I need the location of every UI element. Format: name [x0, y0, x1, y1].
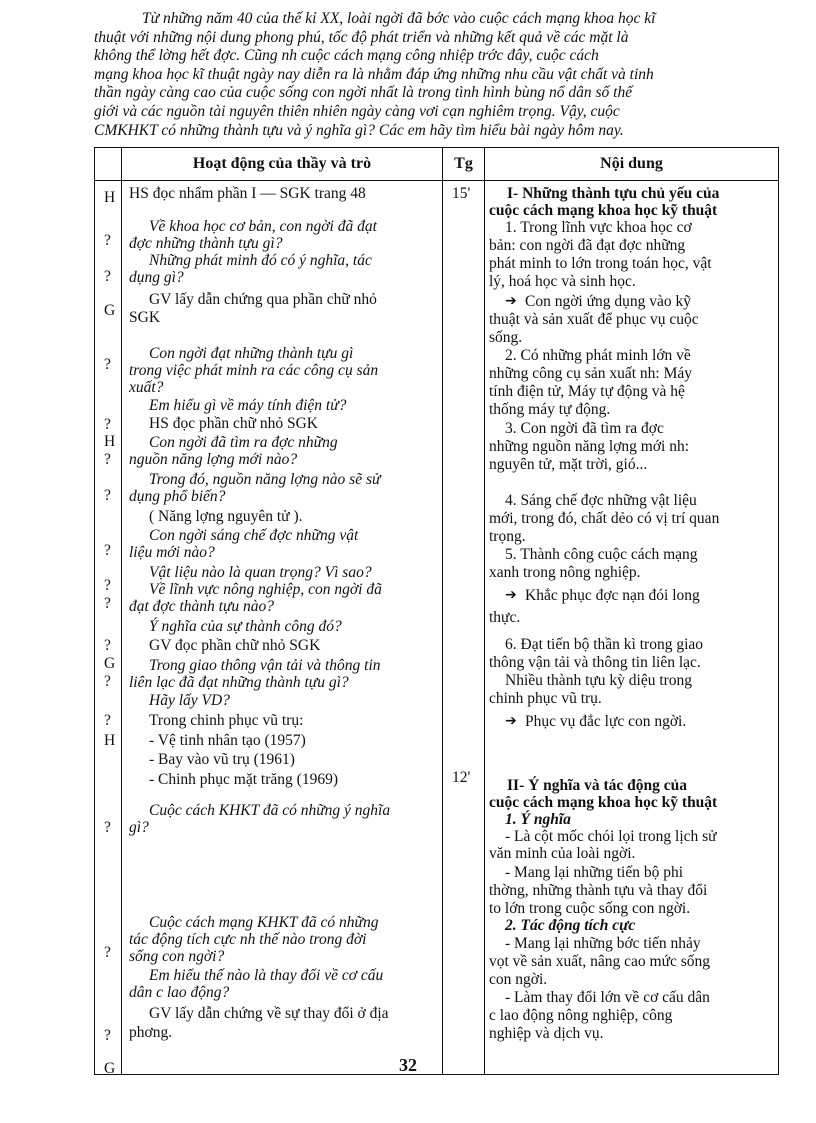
marker: H — [104, 433, 116, 450]
activity-line: Em hiểu thế nào là thay đổi về cơ cấu — [149, 967, 384, 984]
content-line: con ngời. — [489, 971, 548, 988]
activity-line: trong việc phát minh ra các công cụ sản — [129, 362, 379, 379]
activity-line: Con ngời sáng chế đợc những vật — [149, 527, 359, 544]
activity-line: phơng. — [129, 1024, 173, 1041]
marker: ? — [104, 637, 111, 654]
lesson-table — [94, 147, 779, 1075]
content-line: to lớn trong cuộc sống con ngời. — [489, 900, 691, 917]
intro-line: không thể lờng hết đợc. Cũng nh cuộc cách mạng công nhiệp trớc đây, cuộc cách — [94, 47, 599, 65]
arrow-icon: ➔ — [505, 293, 517, 309]
activity-line: Hãy lấy VD? — [149, 692, 230, 709]
content-line: - Mang lại những bớc tiến nhảy — [505, 935, 701, 952]
content-line: 3. Con ngời đã tìm ra đợc — [505, 420, 664, 437]
content-column — [485, 181, 779, 1075]
content-line: thống máy tự động. — [489, 401, 611, 418]
intro-line: thần ngày càng cao của cuộc sống con ngời nhất là trong tình hình bùng nổ dân số thế — [94, 84, 633, 102]
content-line: thuật và sản xuất để phục vụ cuộc — [489, 311, 699, 328]
activity-line: - Vệ tinh nhân tạo (1957) — [149, 732, 306, 749]
content-line: 2. Có những phát minh lớn về — [505, 347, 691, 364]
time-value: 15' — [452, 185, 471, 202]
activity-line: xuất? — [129, 379, 164, 396]
time-column — [443, 181, 485, 1075]
content-line: nguyên tử, mặt trời, gió... — [489, 456, 648, 473]
activity-line: GV lấy dẫn chứng qua phần chữ nhỏ — [149, 291, 377, 308]
activity-line: dân c lao động? — [129, 984, 230, 1001]
content-line: tính điện tử, Máy tự động và hệ — [489, 383, 685, 400]
marker: ? — [104, 1027, 111, 1044]
content-line: văn minh của loài ngời. — [489, 845, 636, 862]
marker: G — [104, 655, 116, 672]
header-time: Tg — [443, 148, 485, 181]
marker: H — [104, 189, 116, 206]
content-heading: cuộc cách mạng khoa học kỹ thuật — [489, 794, 718, 811]
table-body-row — [95, 181, 779, 1075]
content-subheading: 1. Ý nghĩa — [505, 811, 571, 828]
activity-line: sống con ngời? — [129, 948, 225, 965]
activity-line: Trong đó, nguồn năng lợng nào sẽ sử — [149, 471, 381, 488]
content-line: những công cụ sản xuất nh: Máy — [489, 365, 692, 382]
activity-line: Ý nghĩa của sự thành công đó? — [149, 618, 342, 635]
activity-line: Trong chinh phục vũ trụ: — [149, 712, 304, 729]
activity-line: dụng phổ biến? — [129, 488, 226, 505]
activity-line: Em hiểu gì về máy tính điện tử? — [149, 397, 347, 414]
marker: ? — [104, 232, 111, 249]
activity-line: Trong giao thông vận tải và thông tin — [149, 657, 381, 674]
intro-paragraph — [94, 10, 778, 140]
marker: ? — [104, 819, 111, 836]
activity-line: gì? — [129, 819, 149, 836]
activity-line: Cuộc cách mạng KHKT đã có những — [149, 914, 379, 931]
activity-line: GV đọc phần chữ nhỏ SGK — [149, 637, 321, 654]
marker: ? — [104, 451, 111, 468]
content-line: những nguồn năng lợng mới nh: — [489, 438, 690, 455]
content-line: - Là cột mốc chói lọi trong lịch sử — [505, 828, 717, 845]
marker-column — [95, 181, 122, 1075]
marker: H — [104, 732, 116, 749]
activity-line: dụng gì? — [129, 269, 184, 286]
activity-line: nguồn năng lợng mới nào? — [129, 451, 298, 468]
content-line: Con ngời ứng dụng vào kỹ — [525, 293, 691, 310]
content-line: chinh phục vũ trụ. — [489, 690, 602, 707]
arrow-icon: ➔ — [505, 713, 517, 729]
content-subheading: 2. Tác động tích cực — [505, 917, 636, 934]
content-line: trọng. — [489, 528, 526, 545]
intro-line: giới và các nguồn tài nguyên thiên nhiên ngày càng vơi cạn nghiêm trọng. Vậy, cuộc — [94, 102, 620, 120]
content-heading: cuộc cách mạng khoa học kỹ thuật — [489, 202, 718, 219]
intro-line: thuật với những nội dung phong phú, tốc độ phát triển và những kết quả về các mặt là — [94, 28, 629, 46]
activity-line: Cuộc cách KHKT đã có những ý nghĩa — [149, 802, 391, 819]
activity-line: Con ngời đã tìm ra đợc những — [149, 434, 338, 451]
content-line: 1. Trong lĩnh vực khoa học cơ — [505, 219, 692, 236]
marker: ? — [104, 577, 111, 594]
content-line: 6. Đạt tiến bộ thần kì trong giao — [505, 636, 704, 653]
content-line: vọt về sản xuất, nâng cao mức sống — [489, 953, 711, 970]
marker: ? — [104, 416, 111, 433]
table-header-row — [95, 148, 779, 181]
content-line: lý, hoá học và sinh học. — [489, 273, 636, 290]
activity-line: Con ngời đạt những thành tựu gì — [149, 345, 354, 362]
content-line: sống. — [489, 329, 523, 346]
page-number: 32 — [399, 1055, 417, 1075]
activity-line: HS đọc phần chữ nhỏ SGK — [149, 415, 318, 432]
arrow-icon: ➔ — [505, 587, 517, 603]
activity-line: Về lĩnh vực nông nghiệp, con ngời đã — [149, 581, 382, 598]
activity-line: đạt đợc thành tựu nào? — [129, 598, 275, 615]
marker: G — [104, 1060, 116, 1077]
content-line: thông vận tải và thông tin liên lạc. — [489, 654, 701, 671]
content-line: c lao động nông nghiệp, công — [489, 1007, 673, 1024]
activity-line: Về khoa học cơ bản, con ngời đã đạt — [149, 218, 377, 235]
marker: ? — [104, 268, 111, 285]
activity-line: HS đọc nhẩm phần I — SGK trang 48 — [129, 185, 366, 202]
activities-column — [122, 181, 443, 1075]
content-line: 4. Sáng chế đợc những vật liệu — [505, 492, 697, 509]
content-line: - Làm thay đổi lớn về cơ cấu dân — [505, 989, 710, 1006]
content-line: xanh trong nông nghiệp. — [489, 564, 641, 581]
activity-line: liệu mới nào? — [129, 544, 215, 561]
activity-line: GV lấy dẫn chứng về sự thay đổi ở địa — [149, 1005, 389, 1022]
activity-line: đợc những thành tựu gì? — [129, 235, 283, 252]
activity-line: Những phát minh đó có ý nghĩa, tác — [149, 252, 372, 269]
content-line: phát minh to lớn trong toán học, vật — [489, 255, 712, 272]
content-heading: I- Những thành tựu chủ yếu của — [507, 185, 720, 202]
activity-line: liên lạc đã đạt những thành tựu gì? — [129, 674, 349, 691]
content-line: bản: con ngời đã đạt đợc những — [489, 237, 686, 254]
activity-line: Vật liệu nào là quan trọng? Vì sao? — [149, 564, 372, 581]
intro-line: Từ những năm 40 của thế kỉ XX, loài ngời đã bớc vào cuộc cách mạng khoa học kĩ — [142, 10, 656, 27]
content-heading: II- Ý nghĩa và tác động của — [507, 777, 687, 794]
intro-line: mạng khoa học kĩ thuật ngày nay diễn ra là nhằm đáp ứng những nhu cầu vật chất và tinh — [94, 65, 654, 83]
activity-line: ( Năng lợng nguyên tử ). — [149, 508, 303, 525]
activity-line: - Chinh phục mặt trăng (1969) — [149, 771, 338, 788]
content-line: Nhiều thành tựu kỳ diệu trong — [505, 672, 693, 689]
content-line: mới, trong đó, chất dẻo có vị trí quan — [489, 510, 720, 527]
content-line: nghiệp và dịch vụ. — [489, 1025, 604, 1042]
content-line: thờng, những thành tựu và thay đổi — [489, 882, 708, 899]
content-line: Phục vụ đắc lực con ngời. — [525, 713, 687, 730]
content-line: Khắc phục đợc nạn đói long — [525, 587, 700, 604]
header-marker — [95, 148, 122, 181]
marker: ? — [104, 356, 111, 373]
intro-line: CMKHKT có những thành tựu và ý nghĩa gì? Các em hãy tìm hiểu bài ngày hôm nay. — [94, 121, 624, 139]
marker: ? — [104, 712, 111, 729]
marker: ? — [104, 944, 111, 961]
marker: ? — [104, 595, 111, 612]
header-activities: Hoạt động của thầy và trò — [122, 148, 443, 181]
marker: ? — [104, 673, 111, 690]
marker: ? — [104, 487, 111, 504]
content-line: 5. Thành công cuộc cách mạng — [505, 546, 698, 563]
content-line: thực. — [489, 609, 521, 626]
time-value: 12' — [452, 769, 471, 786]
activity-line: tác động tích cực nh thế nào trong đời — [129, 931, 367, 948]
marker: ? — [104, 542, 111, 559]
content-line: - Mang lại những tiến bộ phi — [505, 864, 684, 881]
activity-line: SGK — [129, 309, 161, 326]
marker: G — [104, 302, 116, 319]
activity-line: - Bay vào vũ trụ (1961) — [149, 751, 295, 768]
header-content: Nội dung — [485, 148, 779, 181]
